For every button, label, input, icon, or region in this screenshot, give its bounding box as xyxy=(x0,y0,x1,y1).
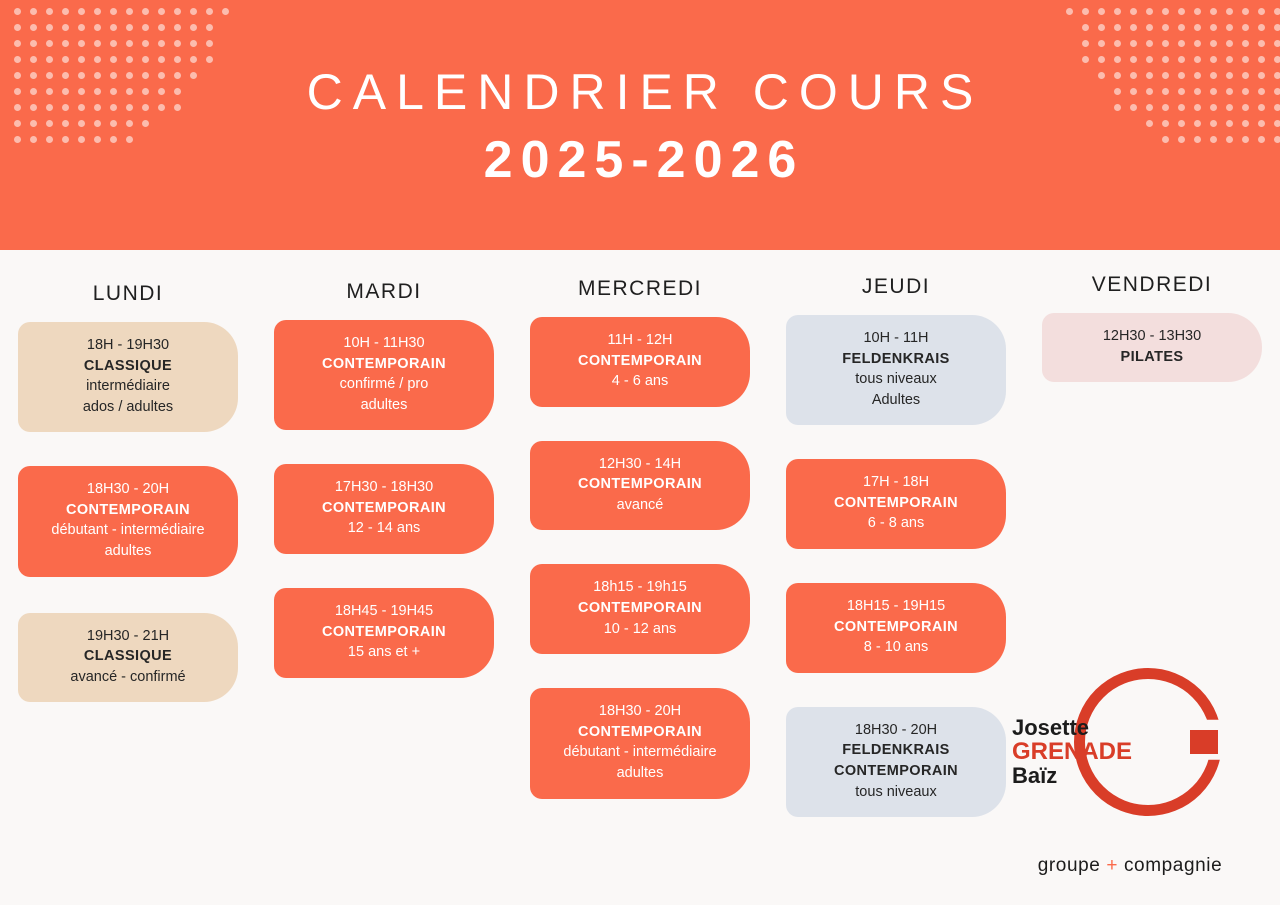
course-level: 8 - 10 ans xyxy=(863,639,929,656)
logo-line-3: Baïz xyxy=(1012,763,1058,789)
course-audience: adultes xyxy=(616,764,664,781)
logo-caption-right: compagnie xyxy=(1123,855,1223,876)
course-time: 18H30 - 20H xyxy=(854,721,938,738)
course-time: 10H - 11H xyxy=(863,330,929,346)
day-title: LUNDI xyxy=(92,282,164,305)
course-level: confirmé / pro xyxy=(339,376,429,393)
course-name: CLASSIQUE xyxy=(83,648,173,665)
course-name: FELDENKRAIS xyxy=(842,350,950,367)
course-name: CONTEMPORAIN xyxy=(65,501,191,518)
course-card-list xyxy=(786,315,1006,817)
logo xyxy=(1012,668,1252,883)
course-card[interactable] xyxy=(274,588,494,678)
course-name: CONTEMPORAIN xyxy=(321,355,447,372)
course-card[interactable] xyxy=(786,583,1006,673)
day-column-mercredi xyxy=(512,250,768,817)
course-level: 10 - 12 ans xyxy=(603,620,677,637)
course-card[interactable] xyxy=(18,466,238,576)
course-audience: adultes xyxy=(104,543,152,560)
logo-bar-icon xyxy=(1190,730,1218,754)
page-title: CALENDRIER COURS xyxy=(306,63,984,120)
course-level: tous niveaux xyxy=(855,371,937,388)
course-card[interactable] xyxy=(18,613,238,703)
logo-caption-left: groupe xyxy=(1037,855,1101,876)
course-level: débutant - intermédiaire xyxy=(563,744,717,761)
course-card[interactable] xyxy=(530,441,750,531)
course-level: 12 - 14 ans xyxy=(347,520,421,537)
course-level: 15 ans et + xyxy=(347,644,421,661)
course-card[interactable] xyxy=(274,464,494,554)
day-title: MERCREDI xyxy=(577,277,702,300)
course-audience: adultes xyxy=(360,396,408,413)
logo-line-1: Josette xyxy=(1012,715,1090,740)
course-level: avancé - confirmé xyxy=(70,668,186,685)
day-column-lundi xyxy=(0,250,256,817)
course-time: 10H - 11H30 xyxy=(343,335,425,351)
course-name: CONTEMPORAIN xyxy=(577,352,703,369)
course-level: tous niveaux xyxy=(855,783,937,800)
course-card-list xyxy=(274,320,494,678)
course-time: 18H30 - 20H xyxy=(598,703,682,720)
day-title: MARDI xyxy=(346,280,422,303)
course-card[interactable] xyxy=(786,459,1006,549)
course-audience: ados / adultes xyxy=(82,398,174,415)
course-card-list xyxy=(18,322,238,702)
course-card[interactable] xyxy=(530,564,750,654)
course-card[interactable] xyxy=(786,315,1006,425)
course-name: CONTEMPORAIN xyxy=(577,476,703,493)
course-name: FELDENKRAIS xyxy=(842,742,950,759)
course-card[interactable] xyxy=(1042,313,1262,382)
course-name-secondary: CONTEMPORAIN xyxy=(833,762,959,779)
day-column-mardi xyxy=(256,250,512,817)
page-subtitle: 2025-2026 xyxy=(483,130,805,189)
course-audience: Adultes xyxy=(871,391,921,408)
course-name: CLASSIQUE xyxy=(83,357,173,374)
course-card[interactable] xyxy=(530,688,750,798)
course-name: CONTEMPORAIN xyxy=(321,499,447,516)
course-card-list xyxy=(1042,313,1262,382)
course-level: avancé xyxy=(616,496,664,513)
logo-line-2: GRENADE xyxy=(1012,738,1133,766)
course-time: 18H30 - 20H xyxy=(86,481,170,498)
page-header xyxy=(0,0,1280,250)
schedule-board xyxy=(0,250,1280,905)
course-card[interactable] xyxy=(18,322,238,432)
course-card[interactable] xyxy=(786,707,1006,817)
logo-caption-plus: + xyxy=(1106,855,1119,876)
course-name: PILATES xyxy=(1120,348,1184,365)
course-time: 18H - 19H30 xyxy=(86,337,170,353)
course-time: 19H30 - 21H xyxy=(86,627,170,644)
course-time: 18h15 - 19h15 xyxy=(593,579,687,596)
course-level: intermédiaire xyxy=(86,378,170,395)
course-time: 17H - 18H xyxy=(862,474,930,491)
course-time: 12H30 - 14H xyxy=(598,455,682,472)
logo-wordmark xyxy=(1012,716,1132,787)
course-card-list xyxy=(530,317,750,799)
header-title-block xyxy=(0,0,1280,250)
course-name: CONTEMPORAIN xyxy=(577,723,703,740)
course-time: 17H30 - 18H30 xyxy=(334,479,434,496)
course-level: débutant - intermédiaire xyxy=(51,522,205,539)
day-title: JEUDI xyxy=(861,275,931,298)
course-card[interactable] xyxy=(530,317,750,407)
day-column-jeudi xyxy=(768,250,1024,817)
course-level: 4 - 6 ans xyxy=(611,373,669,390)
course-name: CONTEMPORAIN xyxy=(833,494,959,511)
course-card[interactable] xyxy=(274,320,494,430)
course-time: 12H30 - 13H30 xyxy=(1102,328,1202,344)
course-name: CONTEMPORAIN xyxy=(833,618,959,635)
course-level: 6 - 8 ans xyxy=(867,515,925,532)
course-time: 18H15 - 19H15 xyxy=(846,598,946,615)
course-time: 18H45 - 19H45 xyxy=(334,603,434,620)
course-name: CONTEMPORAIN xyxy=(321,623,447,640)
logo-caption xyxy=(1008,855,1252,877)
day-title: VENDREDI xyxy=(1091,273,1213,296)
course-name: CONTEMPORAIN xyxy=(577,600,703,617)
course-time: 11H - 12H xyxy=(607,332,673,348)
